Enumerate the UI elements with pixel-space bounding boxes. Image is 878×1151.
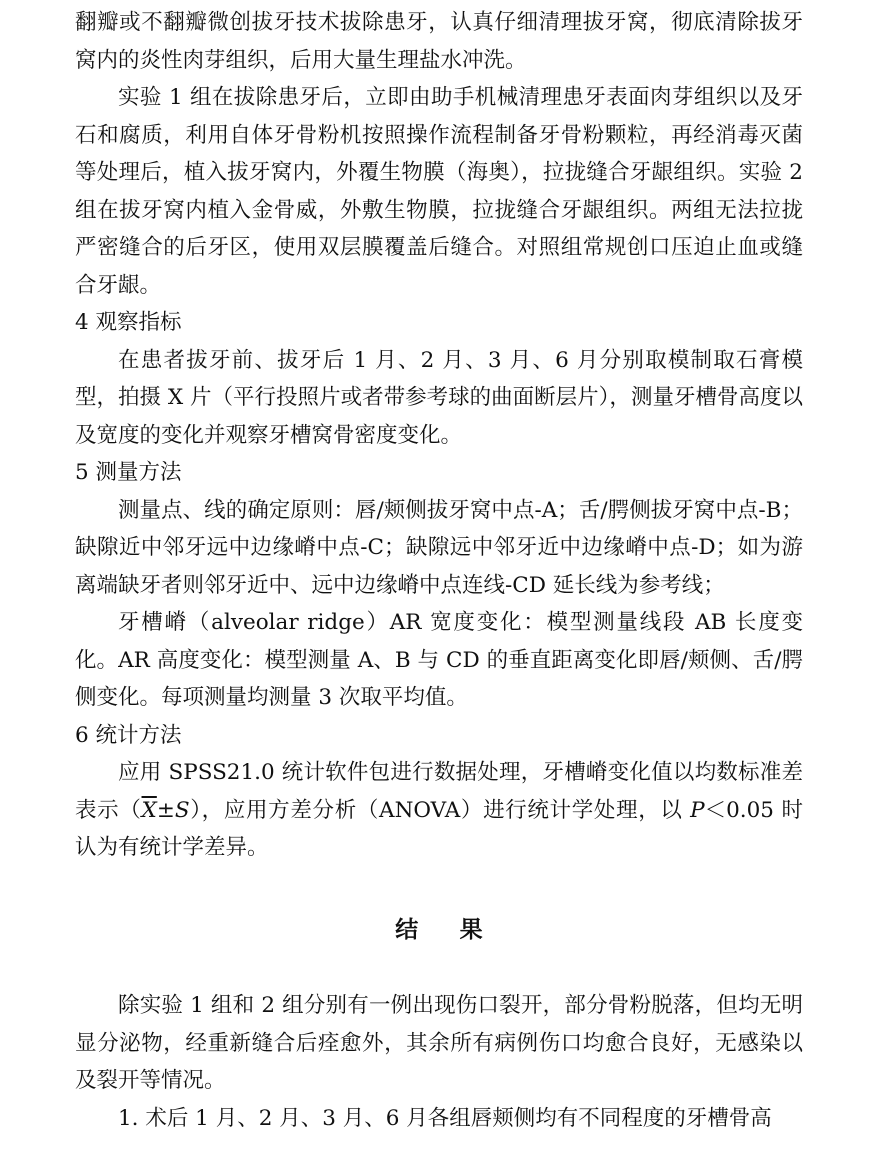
paragraph-observation: 在患者拔牙前、拔牙后 1 月、2 月、3 月、6 月分别取模制取石膏模型，拍摄 X 片（平行投照片或者带参考球的曲面断层片），测量牙槽骨高度以及宽度的变化并观察牙槽窝骨密度变化。 xyxy=(75,347,803,448)
paragraph-results-healing: 除实验 1 组和 2 组分别有一例出现伤口裂开，部分骨粉脱落，但均无明显分泌物，经重新缝合后痊愈外，其余所有病例伤口均愈合良好，无感染以及裂开等情况。 xyxy=(75,993,803,1093)
statistics-text-1: 应用 SPSS21.0 统计软件包进行数据处理，牙槽嵴变化值以均数标准差表示（ xyxy=(75,760,803,823)
statistics-text-3: ＜0.05 时认为有统计学差异。 xyxy=(75,797,803,860)
paragraph-continued: 翻瓣或不翻瓣微创拔牙技术拔除患牙，认真仔细清理拔牙窝，彻底清除拔牙窝内的炎性肉芽组织，后用大量生理盐水冲洗。 xyxy=(75,10,803,73)
plus-minus-symbol: ± xyxy=(156,797,175,823)
mean-symbol: $\overline{X}$ xyxy=(141,797,157,823)
heading-observation-indicators: 4 观察指标 xyxy=(75,310,182,335)
statistics-text-2: ），应用方差分析（ANOVA）进行统计学处理，以 xyxy=(189,797,691,823)
document-page xyxy=(75,4,803,1137)
heading-statistical-method: 6 统计方法 xyxy=(75,722,182,748)
paragraph-experiment-groups: 实验 1 组在拔除患牙后，立即由助手机械清理患牙表面肉芽组织以及牙石和腐质，利用自体牙骨粉机按照操作流程制备牙骨粉颗粒，再经消毒灭菌等处理后，植入拔牙窝内，外覆生物膜（海奥），拉拢缝合牙龈组织。实验 2 组在拔牙窝内植入金骨威，外敷生物膜，拉拢缝合牙龈组织。两组无法拉拢严密缝合的后牙区，使用双层膜覆盖后缝合。对照组常规创口压迫止血或缝合牙龈。 xyxy=(75,85,803,298)
section-title-results: 结果 xyxy=(395,915,525,943)
sd-symbol: S xyxy=(174,797,190,823)
paragraph-ridge-changes: 牙槽嵴（alveolar ridge）AR 宽度变化：模型测量线段 AB 长度变化。AR 高度变化：模型测量 A、B 与 CD 的垂直距离变化即唇/颊侧、舌/腭侧变化。每项测量均测量 3 次取平均值。 xyxy=(75,610,803,710)
p-value-symbol: P xyxy=(690,797,705,823)
heading-measurement-method: 5 测量方法 xyxy=(75,460,182,485)
paragraph-statistics xyxy=(75,754,803,867)
paragraph-results-item-1: 1. 术后 1 月、2 月、3 月、6 月各组唇颊侧均有不同程度的牙槽骨高 xyxy=(118,1105,772,1131)
paragraph-measurement-points: 测量点、线的确定原则：唇/颊侧拔牙窝中点-A；舌/腭侧拔牙窝中点-B；缺隙近中邻牙远中边缘嵴中点-C；缺隙远中邻牙近中边缘嵴中点-D；如为游离端缺牙者则邻牙近中、远中边缘嵴中点连线-CD 延长线为参考线； xyxy=(75,497,803,598)
